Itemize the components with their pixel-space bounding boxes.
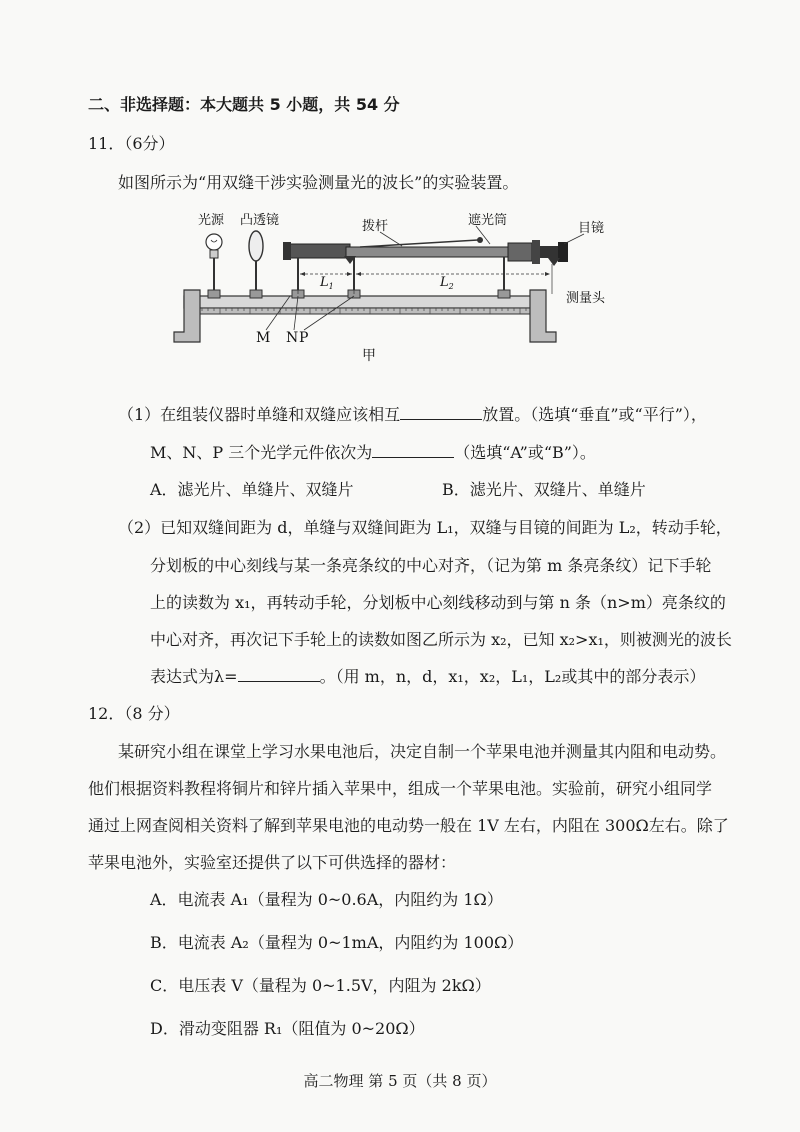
q11-part1-line2 (150, 440, 596, 463)
q11-part2-line5 (150, 664, 705, 687)
q11-part1-line1 (118, 402, 707, 425)
label-N: N (286, 330, 299, 346)
q11-part2-line2: 分划板的中心刻线与某一条亮条纹的中心对齐，（记为第 m 条亮条纹）记下手轮 (150, 556, 712, 575)
label-eyepiece: 目镜 (578, 221, 605, 236)
apparatus-figure (170, 208, 640, 368)
q11-intro: 如图所示为“用双缝干涉实验测量光的波长”的实验装置。 (118, 173, 519, 192)
label-convex-lens: 凸透镜 (240, 213, 280, 228)
q11-part2-line3: 上的读数为 x₁，再转动手轮，分划板中心刻线移动到与第 n 条（n>m）亮条纹的 (150, 593, 726, 612)
q11-part2-line1: （2）已知双缝间距为 d，单缝与双缝间距为 L₁，双缝与目镜的间距为 L₂，转动手轮， (118, 518, 732, 537)
distance-markers (298, 264, 552, 294)
q11-part1-text-b: 放置。（选填“垂直”或“平行”）， (482, 405, 707, 424)
figure-caption: 甲 (362, 348, 376, 364)
page-footer: 高二物理 第 5 页（共 8 页） (303, 1072, 497, 1090)
label-M: M (256, 330, 271, 346)
q12-header (88, 701, 180, 724)
q11-part1-text-a: （1）在组装仪器时单缝和双缝应该相互 (118, 405, 401, 424)
equipment-item-c: C．电压表 V（量程为 0~1.5V，内阻为 2kΩ） (150, 976, 491, 995)
light-source (206, 234, 222, 298)
equipment-item-d: D．滑动变阻器 R₁（阻值为 0~20Ω） (150, 1019, 425, 1038)
label-light-source: 光源 (198, 213, 225, 228)
label-lever: 拨杆 (362, 219, 389, 234)
q12-para-line2: 他们根据资料教程将铜片和锌片插入苹果中，组成一个苹果电池。实验前，研究小组同学 (88, 779, 713, 798)
convex-lens (249, 231, 263, 298)
option-a: A．滤光片、单缝片、双缝片 (150, 480, 354, 499)
label-L2: $L_2$ (440, 275, 454, 291)
q11-number: 11． (88, 134, 125, 153)
q11-part1-text-c: M、N、P 三个光学元件依次为 (150, 443, 373, 462)
q12-para-line1: 某研究小组在课堂上学习水果电池后，决定自制一个苹果电池并测量其内阻和电动势。 (118, 742, 727, 761)
q12-score: （8 分） (124, 704, 180, 723)
q11-part2-text-b: 。（用 m，n，d，x₁，x₂，L₁，L₂或其中的部分表示） (319, 667, 706, 686)
answer-blank-2[interactable] (372, 443, 454, 458)
q12-para-line4: 苹果电池外，实验室还提供了以下可供选择的器材： (88, 853, 457, 872)
option-b: B．滤光片、双缝片、单缝片 (442, 480, 646, 499)
label-L1: $L_1$ (320, 275, 334, 291)
answer-blank-1[interactable] (400, 405, 482, 420)
q12-number: 12． (88, 704, 125, 723)
q11-part1-text-d: （选填“A”或“B”）。 (454, 443, 596, 462)
equipment-item-b: B．电流表 A₂（量程为 0~1mA，内阻约为 100Ω） (150, 933, 524, 952)
q11-score: （6分） (124, 134, 175, 153)
answer-blank-3[interactable] (238, 667, 320, 682)
section-title: 二、非选择题：本大题共 5 小题，共 54 分 (88, 95, 400, 114)
label-P: P (299, 330, 309, 346)
label-measuring-head: 测量头 (566, 291, 606, 306)
label-tube: 遮光筒 (468, 213, 508, 228)
q12-para-line3: 通过上网查阅相关资料了解到苹果电池的电动势一般在 1V 左右，内阻在 300Ω左右。除了 (88, 816, 729, 835)
q11-header (88, 131, 175, 154)
equipment-item-a: A．电流表 A₁（量程为 0~0.6A，内阻约为 1Ω） (150, 890, 503, 909)
q11-part2-text-a: 表达式为λ= (150, 667, 238, 686)
q11-part2-line4: 中心对齐，再次记下手轮上的读数如图乙所示为 x₂，已知 x₂>x₁，则被测光的波长 (150, 630, 732, 649)
